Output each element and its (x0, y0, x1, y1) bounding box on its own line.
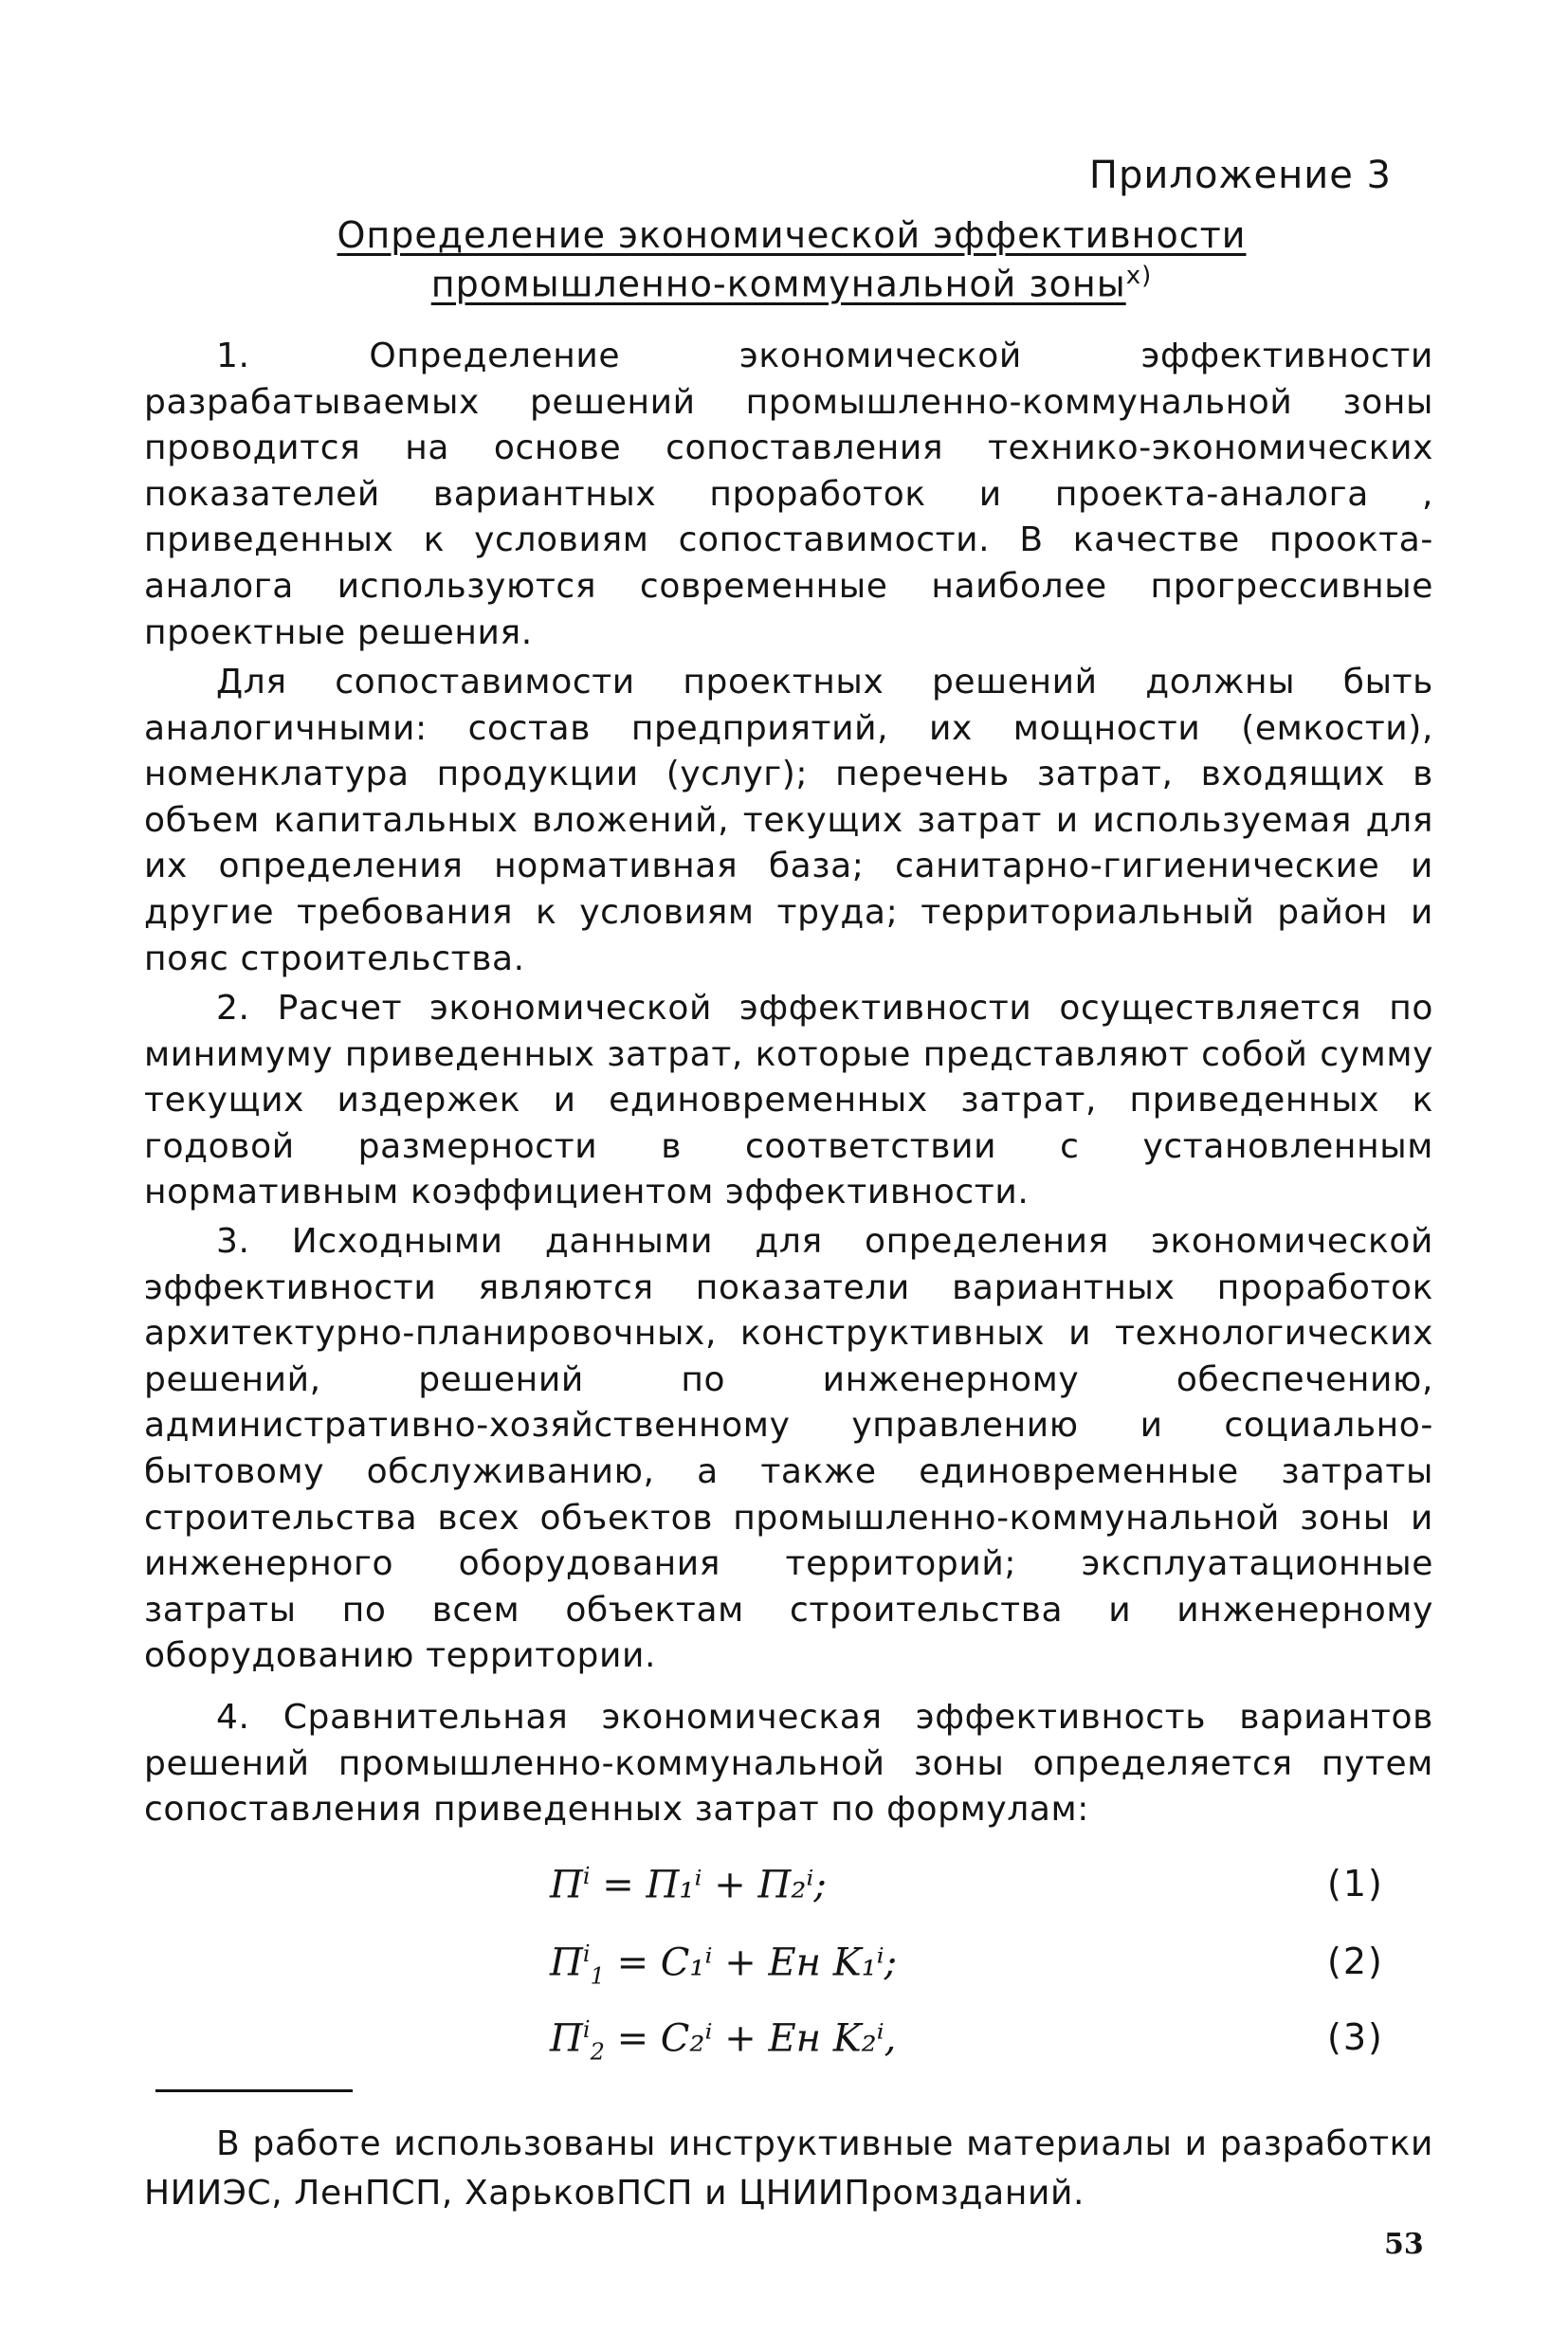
page-number: 53 (1384, 2228, 1424, 2261)
paragraph-text: 2. Расчет экономической эффективности осуществляется по минимуму приведенных затрат, которые представляют собой сумму текущих издержек и единовременных затрат, приведенных к годовой размерности в соответствии с установленным нормативным коэффициентом эффективности. (144, 989, 1433, 1212)
formula-number: (2) (1327, 1941, 1384, 1982)
formula-lhs-sub: 2 (590, 2038, 605, 2066)
title-line-2 (142, 262, 1441, 305)
title-line-1-text: Определение экономической эффективности (337, 214, 1247, 256)
formula-lhs-sup: i (582, 1941, 591, 1967)
formula-expression (550, 1863, 827, 1911)
paragraph-5 (144, 1695, 1433, 1833)
title-line-1 (142, 214, 1441, 256)
paragraph-4 (144, 1219, 1433, 1680)
paragraph-1 (144, 334, 1433, 656)
footnote-divider (155, 2089, 353, 2092)
formula-lhs: П (550, 2016, 583, 2061)
paragraph-2 (144, 660, 1433, 982)
formula-rhs: = C₂ⁱ + Eн K₂ⁱ, (616, 2016, 897, 2061)
paragraph-3 (144, 986, 1433, 1216)
formula-2 (0, 1941, 1568, 2007)
formula-rhs: = C₁ⁱ + Eн K₁ⁱ; (616, 1941, 898, 1985)
formula-lhs: П (550, 1941, 583, 1985)
paragraph-text: 3. Исходными данными для определения экономической эффективности являются показатели вариантных проработок архитектурно-планировочных, конструктивных и технологических решений, решений по инженерному обеспечению, административно-хозяйственному управлению и социально-бытовому обслуживанию, а также единовременные затраты строительства всех объектов промышленно-коммунальной зоны и инженерного оборудования территорий; эксплуатационные затраты по всем объектам строительства и инженерному оборудованию территории. (144, 1222, 1433, 1676)
paragraph-text: 1. Определение экономической эффективности разрабатываемых решений промышленно-коммунальной зоны проводится на основе сопоставления технико-экономических показателей вариантных проработок и проекта-аналога , приведенных к условиям сопоставимости. В качестве проокта-аналога используются современные наиболее прогрессивные проектные решения. (144, 337, 1433, 652)
formula-number: (3) (1327, 2016, 1384, 2058)
formula-expression (550, 2016, 896, 2065)
formula-lhs-sup: i (582, 2016, 591, 2043)
title-footnote-mark: х) (1125, 262, 1153, 290)
formula-1 (0, 1863, 1568, 1929)
formula-lhs: П (550, 1863, 583, 1907)
formula-number: (1) (1327, 1863, 1384, 1904)
paragraph-text: 4. Сравнительная экономическая эффективность вариантов решений промышленно-коммунальной зоны определяется путем сопоставления приведенных затрат по формулам: (144, 1698, 1433, 1830)
footnote (144, 2120, 1433, 2218)
formula-lhs-sub: 1 (590, 1962, 605, 1990)
footnote-text: В работе использованы инструктивные материалы и разработки НИИЭС, ЛенПСП, ХарьковПСП и ЦНИИПромзданий. (144, 2124, 1433, 2213)
appendix-label: Приложение 3 (1088, 154, 1392, 197)
formula-3 (0, 2016, 1568, 2083)
formula-rhs: = П₁ⁱ + П₂ⁱ; (602, 1863, 827, 1907)
formula-lhs-sup: i (582, 1863, 591, 1889)
paragraph-text: Для сопоставимости проектных решений должны быть аналогичными: состав предприятий, их мощности (емкости), номенклатура продукции (услуг); перечень затрат, входящих в объем капитальных вложений, текущих затрат и используемая для их определения нормативная база; санитарно-гигиенические и другие требования к условиям труда; территориальный район и пояс строительства. (144, 663, 1433, 978)
formula-expression (550, 1941, 897, 1989)
title-line-2-text: промышленно-коммунальной зоны (430, 263, 1126, 305)
